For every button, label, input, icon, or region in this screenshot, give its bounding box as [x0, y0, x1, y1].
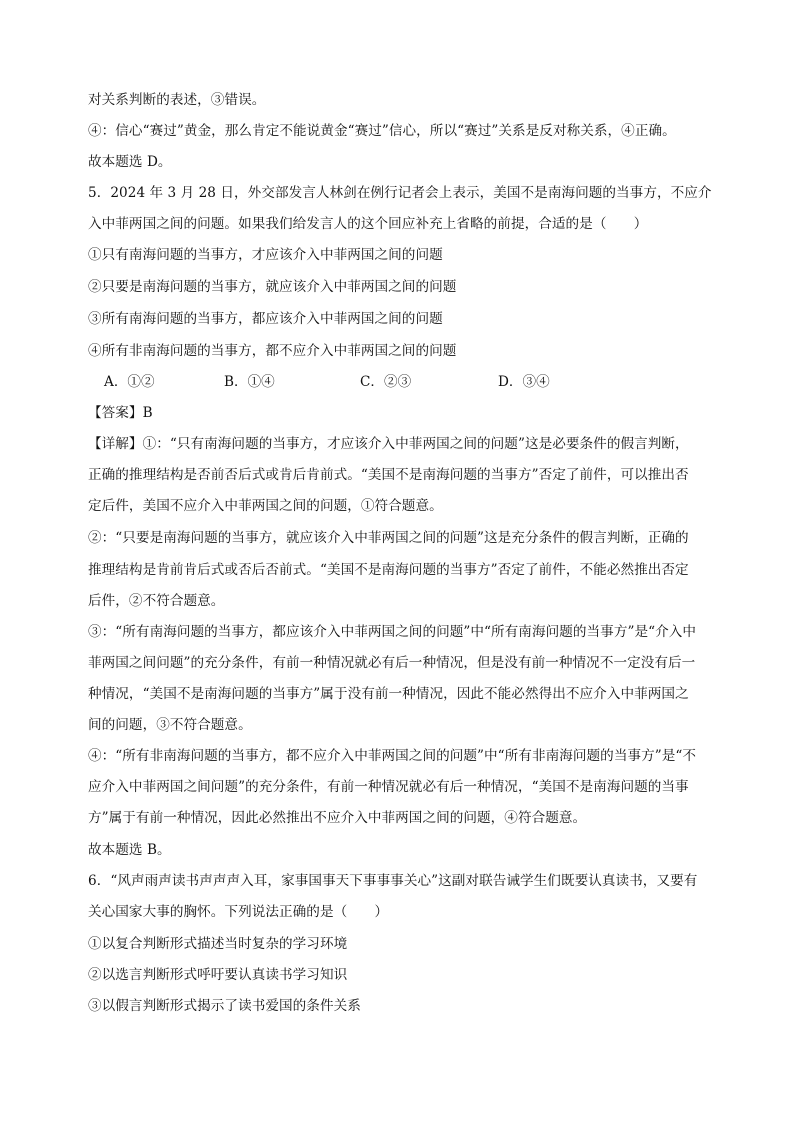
explanation-line: ④：“所有非南海问题的当事方，都不应介入中菲两国之间的问题”中“所有非南海问题的当事方”是“不: [88, 748, 697, 764]
statement-2: ②只要是南海问题的当事方，就应该介入中菲两国之间的问题: [88, 279, 457, 295]
text-line: ④：信心“赛过”黄金，那么肯定不能说黄金“赛过”信心，所以“赛过”关系是反对称关系，④正确。: [88, 123, 676, 139]
statement-2: ②以选言判断形式呼吁要认真读书学习知识: [88, 967, 348, 983]
explanation-line: 种情况，“美国不是南海问题的当事方”属于没有前一种情况，因此不能必然得出不应介入中菲两国之: [88, 686, 689, 702]
explanation-line: 应介入中菲两国之间问题”的充分条件，有前一种情况就必有后一种情况，“美国不是南海问题的当事: [88, 779, 689, 795]
explanation-line: 菲两国之间问题”的充分条件，有前一种情况就必有后一种情况，但是没有前一种情况不一定没有后一: [88, 655, 696, 671]
question-5-stem: 5．2024 年 3 月 28 日，外交部发言人林剑在例行记者会上表示，美国不是南海问题的当事方，不应介: [88, 185, 712, 201]
answer-options: [104, 372, 624, 392]
explanation-line: 后件，②不符合题意。: [88, 593, 225, 609]
explanation-line: ②：“只要是南海问题的当事方，就应该介入中菲两国之间的问题”这是充分条件的假言判断，正确的: [88, 530, 689, 546]
explanation-line: 推理结构是肯前肯后式或否后否前式。“美国不是南海问题的当事方”否定了前件，不能必然推出否定: [88, 562, 689, 578]
text-line: 对关系判断的表述，③错误。: [88, 92, 266, 108]
explanation-line: 方”属于有前一种情况，因此必然推出不应介入中菲两国之间的问题，④符合题意。: [88, 810, 587, 826]
explanation-line: 定后件，美国不应介入中菲两国之间的问题，①符合题意。: [88, 498, 443, 514]
statement-1: ①只有南海问题的当事方，才应该介入中菲两国之间的问题: [88, 247, 443, 263]
explanation-line: ③：“所有南海问题的当事方，都应该介入中菲两国之间的问题”中“所有南海问题的当事方”是“介入中: [88, 624, 697, 640]
option-d: D．③④: [498, 374, 550, 390]
question-6-stem: 关心国家大事的胸怀。下列说法正确的是（ ）: [88, 904, 389, 920]
statement-3: ③所有南海问题的当事方，都应该介入中菲两国之间的问题: [88, 311, 443, 327]
statement-3: ③以假言判断形式揭示了读书爱国的条件关系: [88, 998, 361, 1014]
question-6-stem: 6．“风声雨声读书声声声入耳，家事国事天下事事事关心”这副对联告诫学生们既要认真读书，又要有: [88, 873, 698, 889]
statement-1: ①以复合判断形式描述当时复杂的学习环境: [88, 936, 348, 952]
option-c: C．②③: [360, 374, 412, 390]
answer-label: 【答案】B: [88, 405, 153, 421]
option-a: A．①②: [104, 374, 155, 390]
question-5-stem: 入中菲两国之间的问题。如果我们给发言人的这个回应补充上省略的前提，合适的是（ ）: [88, 216, 648, 232]
explanation-line: 【详解】①：“只有南海问题的当事方，才应该介入中菲两国之间的问题”这是必要条件的假言判断，: [88, 436, 689, 452]
text-line: 故本题选 B。: [88, 842, 171, 858]
statement-4: ④所有非南海问题的当事方，都不应介入中菲两国之间的问题: [88, 343, 457, 359]
explanation-line: 间的问题，③不符合题意。: [88, 717, 252, 733]
option-b: B．①④: [224, 374, 275, 390]
explanation-line: 正确的推理结构是否前否后式或肯后肯前式。“美国不是南海问题的当事方”否定了前件，可以推出否: [88, 467, 689, 483]
text-line: 故本题选 D。: [88, 154, 172, 170]
